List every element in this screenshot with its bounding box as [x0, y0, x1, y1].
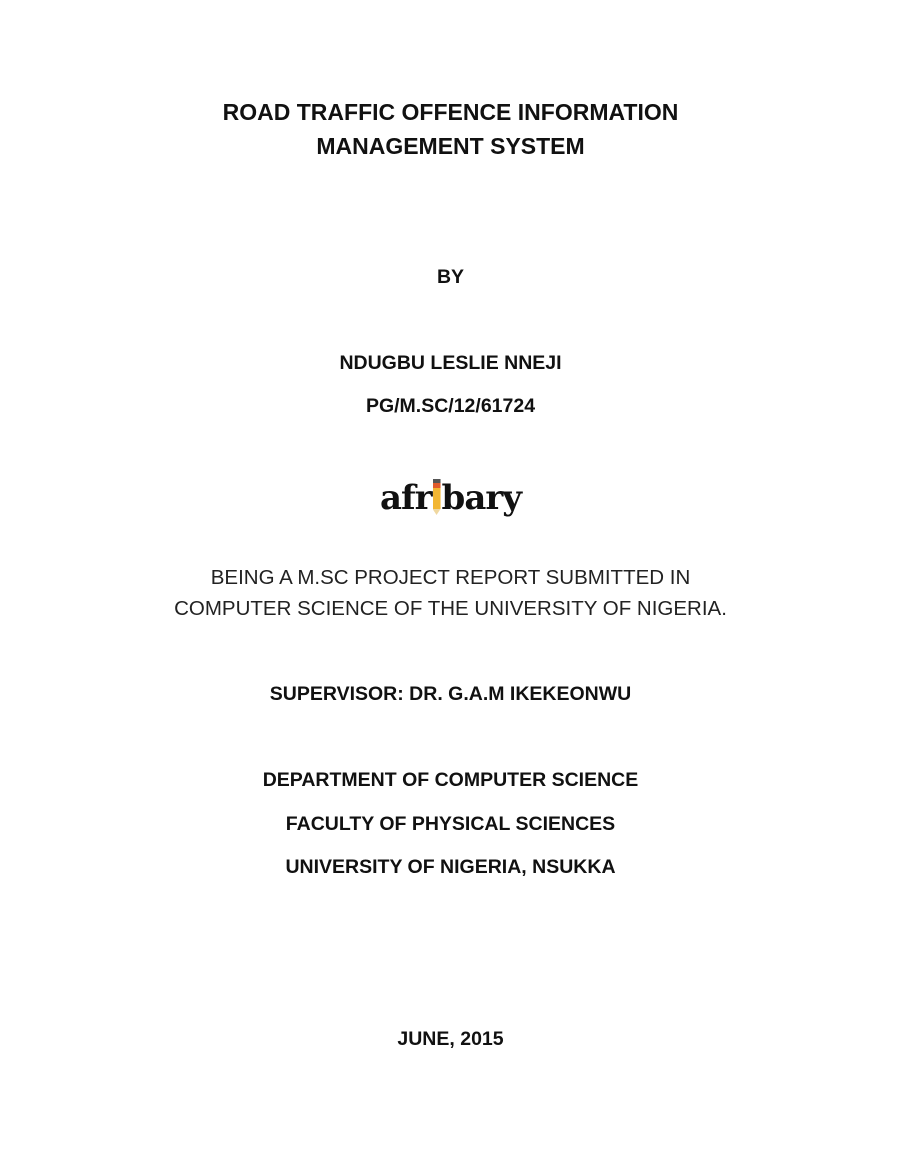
statement-line-2: COMPUTER SCIENCE OF THE UNIVERSITY OF NIGERIA.	[174, 597, 727, 620]
title-line-2: MANAGEMENT SYSTEM	[316, 133, 585, 159]
title-line-1: ROAD TRAFFIC OFFENCE INFORMATION	[222, 99, 679, 125]
registration-number: PG/M.SC/12/61724	[365, 395, 536, 417]
watermark-text-left: afr	[379, 478, 432, 518]
supervisor: SUPERVISOR: DR. G.A.M IKEKEONWU	[269, 683, 632, 705]
author-name: NDUGBU LESLIE NNEJI	[339, 352, 562, 374]
department: DEPARTMENT OF COMPUTER SCIENCE	[262, 769, 639, 791]
statement-line-1: BEING A M.SC PROJECT REPORT SUBMITTED IN	[210, 566, 691, 589]
date: JUNE, 2015	[397, 1028, 504, 1050]
by-label: BY	[436, 266, 465, 288]
watermark-text-right: bary	[441, 478, 522, 518]
faculty: FACULTY OF PHYSICAL SCIENCES	[285, 813, 616, 835]
afribary-watermark	[0, 478, 901, 518]
pencil-icon	[433, 479, 441, 515]
university: UNIVERSITY OF NIGERIA, NSUKKA	[285, 856, 616, 878]
